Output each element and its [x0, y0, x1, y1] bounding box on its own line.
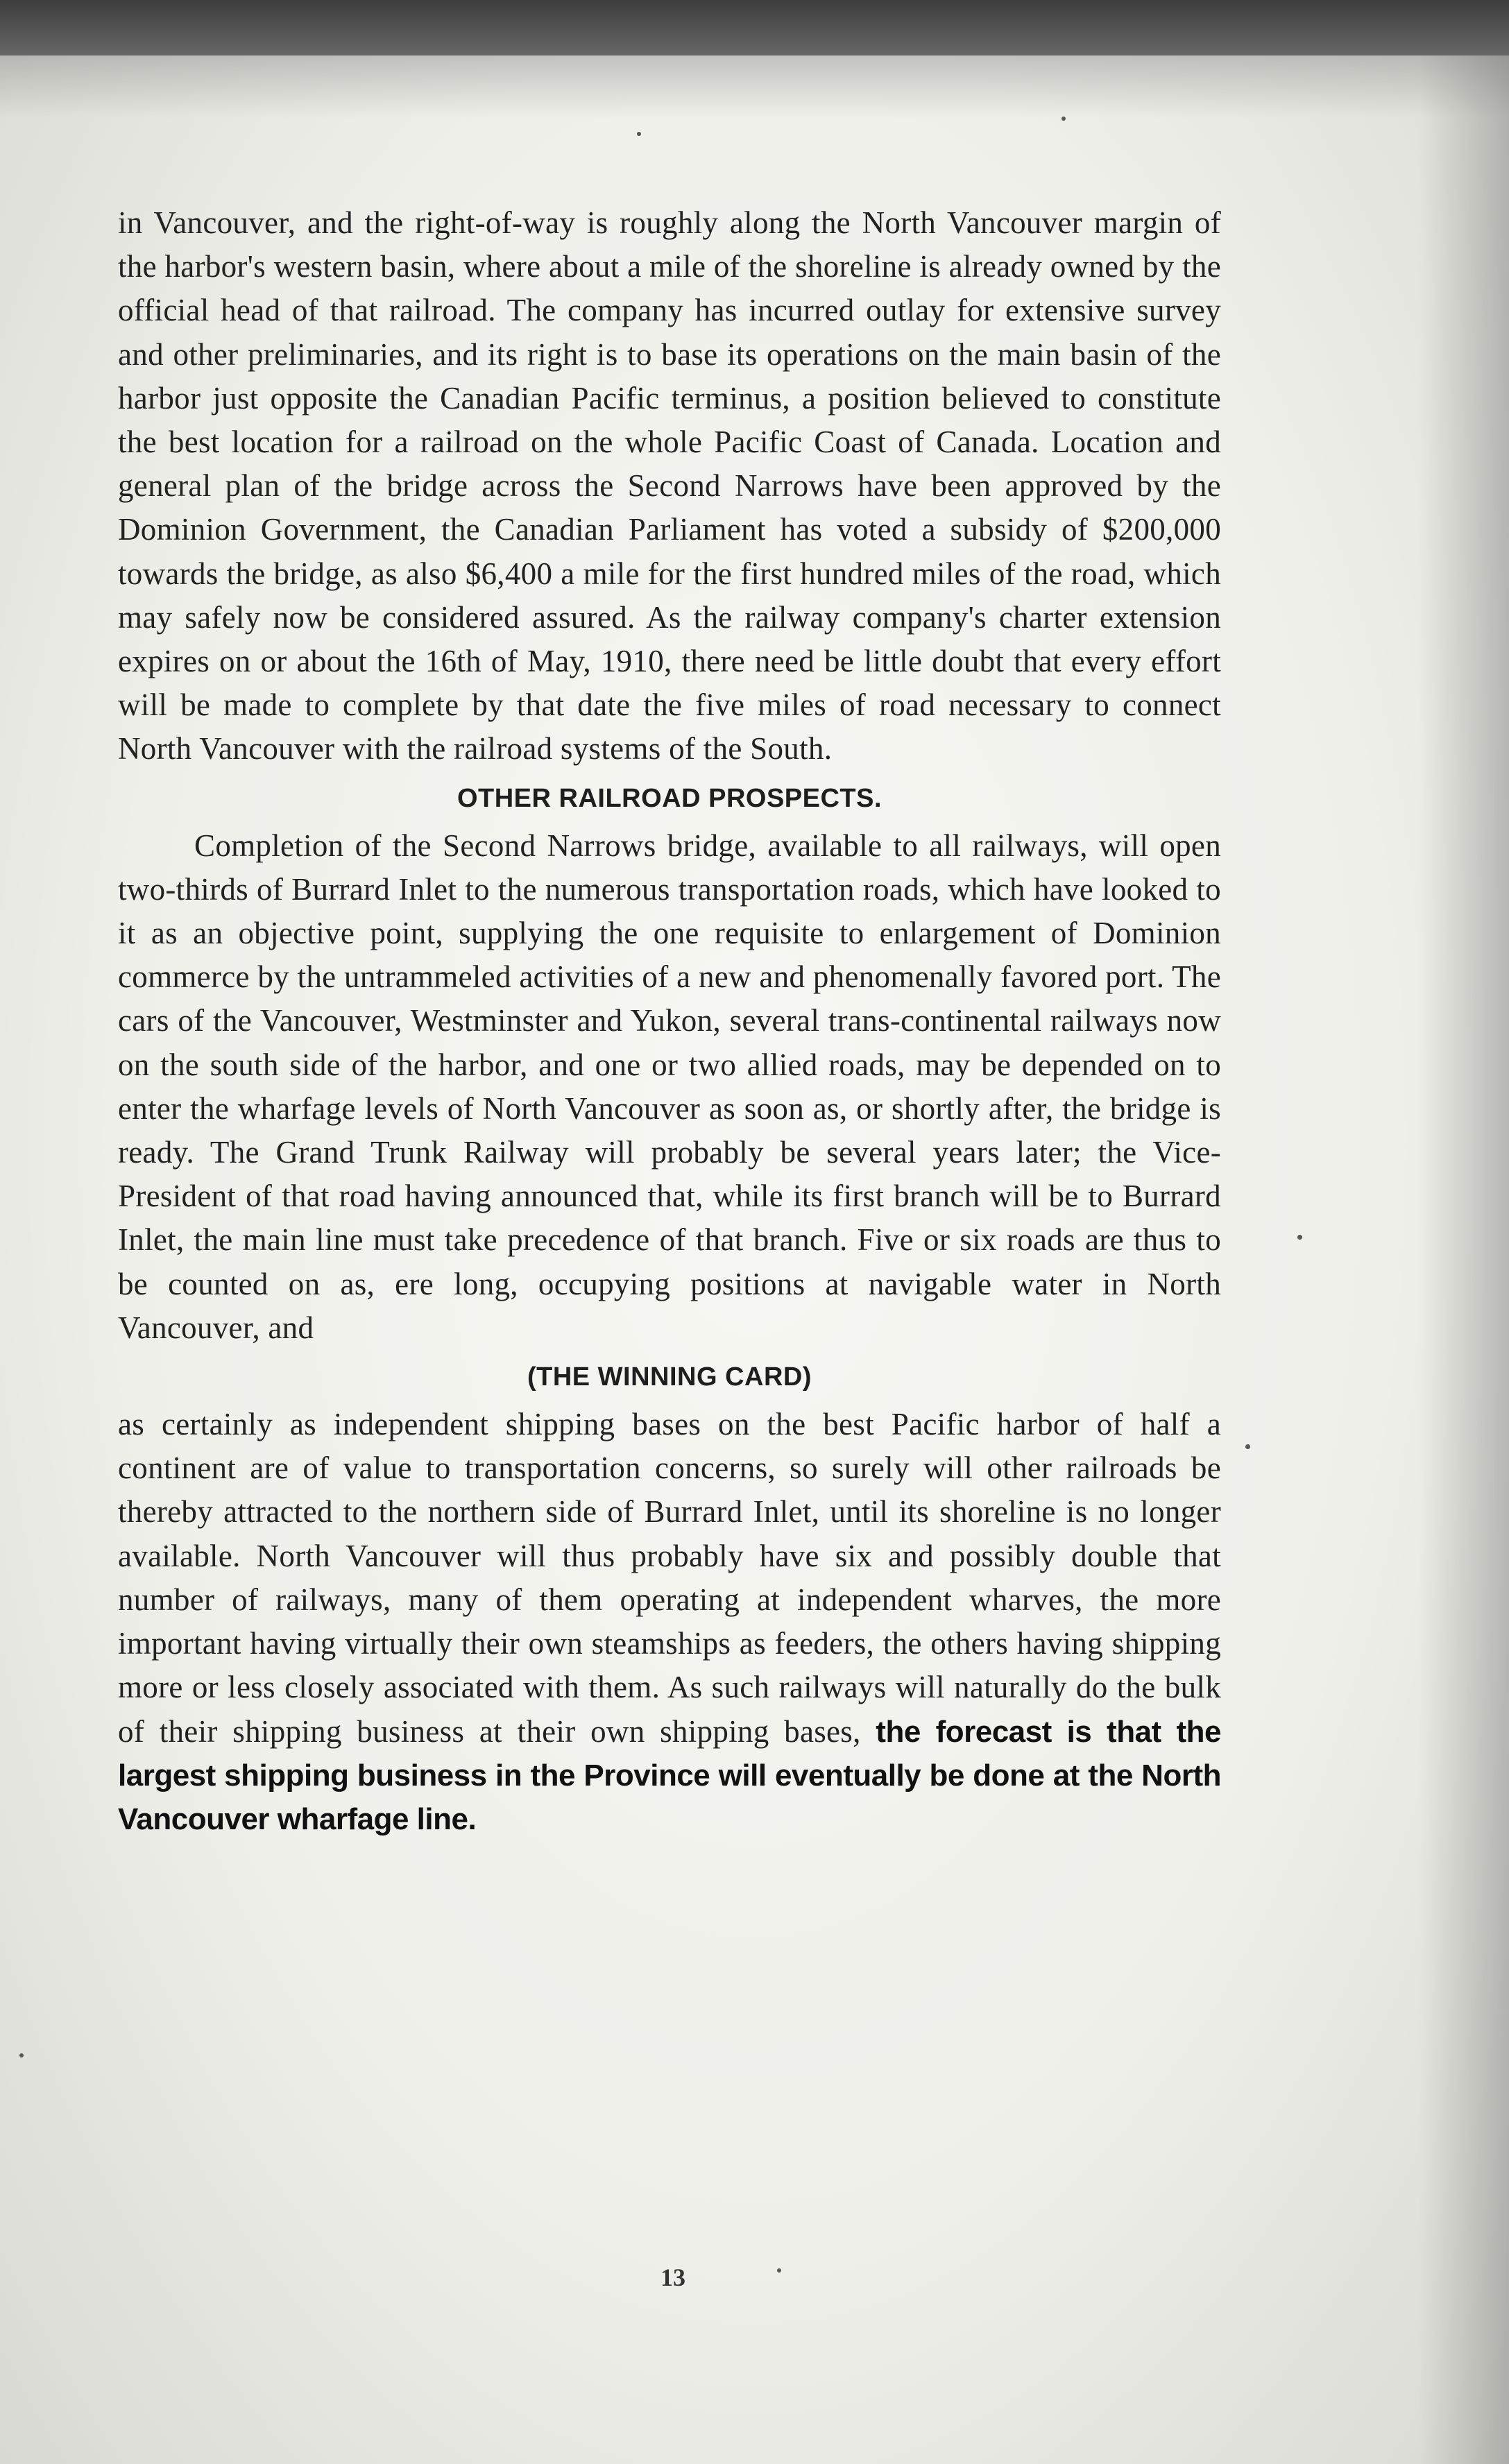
scan-speck	[1297, 1235, 1302, 1240]
body-paragraph-3-bold-conclusion: the forecast is that the largest shipping business in the Province will eventually be done at the North Vancouver wharfage line.	[118, 1714, 1221, 1836]
body-paragraph-2: Completion of the Second Narrows bridge, available to all railways, will open two-thirds of Burrard Inlet to the numerous transportation roads, which have looked to it as an objective point, supplying the one requisite to enlargement of Dominion commerce by the untrammeled activities of a new and phenomenally favored port. The cars of the Vancouver, Westminster and Yukon, several trans-continental railways now on the south side of the harbor, and one or two allied roads, may be depended on to enter the wharfage levels of North Vancouver as soon as, or shortly after, the bridge is ready. The Grand Trunk Railway will probably be several years later; the Vice-President of that road having announced that, while its first branch will be to Burrard Inlet, the main line must take precedence of that branch. Five or six roads are thus to be counted on as, ere long, occupying positions at navigable water in North Vancouver, and	[118, 828, 1221, 1345]
body-paragraph-3	[118, 1403, 1221, 1841]
page-number: 13	[660, 2264, 685, 2291]
section-heading-winning-card: (THE WINNING CARD)	[527, 1362, 812, 1392]
page-shadow-top	[0, 55, 1509, 118]
section-heading-other-railroad-prospects: OTHER RAILROAD PROSPECTS.	[457, 783, 883, 813]
body-paragraph-3-text: as certainly as independent shipping bases on the best Pacific harbor of half a continent are of value to transportation concerns, so surely will other railroads be thereby attracted to the northern side of Burrard Inlet, until its shoreline is no longer available. North Vancouver will thus probably have six and possibly double that number of railways, many of them operating at independent wharves, the more important having virtually their own steamships as feeders, the others having shipping more or less closely associated with them. As such railways will naturally do the bulk of their shipping business at their own shipping bases,	[118, 1407, 1221, 1749]
page-shadow-right	[1419, 55, 1509, 2464]
scan-speck	[19, 2053, 24, 2057]
body-paragraph-1: in Vancouver, and the right-of-way is roughly along the North Vancouver margin of the harbor's western basin, where about a mile of the shoreline is already owned by the official head of that railroad. The company has incurred outlay for extensive survey and other preliminaries, and its right is to base its operations on the main basin of the harbor just opposite the Canadian Pacific terminus, a position believed to constitute the best location for a railroad on the whole Pacific Coast of Canada. Location and general plan of the bridge across the Second Narrows have been approved by the Dominion Government, the Canadian Parliament has voted a subsidy of $200,000 towards the bridge, as also $6,400 a mile for the first hundred miles of the road, which may safely now be considered assured. As the railway company's charter extension expires on or about the 16th of May, 1910, there need be little doubt that every effort will be made to complete by that date the five miles of road necessary to connect North Vancouver with the railroad systems of the South.	[118, 205, 1221, 767]
scan-speck	[777, 2268, 781, 2273]
scan-top-border	[0, 0, 1509, 60]
scan-speck	[1245, 1444, 1250, 1449]
scan-speck	[637, 132, 641, 136]
scan-speck	[1062, 117, 1066, 121]
page-body	[118, 201, 1221, 1841]
